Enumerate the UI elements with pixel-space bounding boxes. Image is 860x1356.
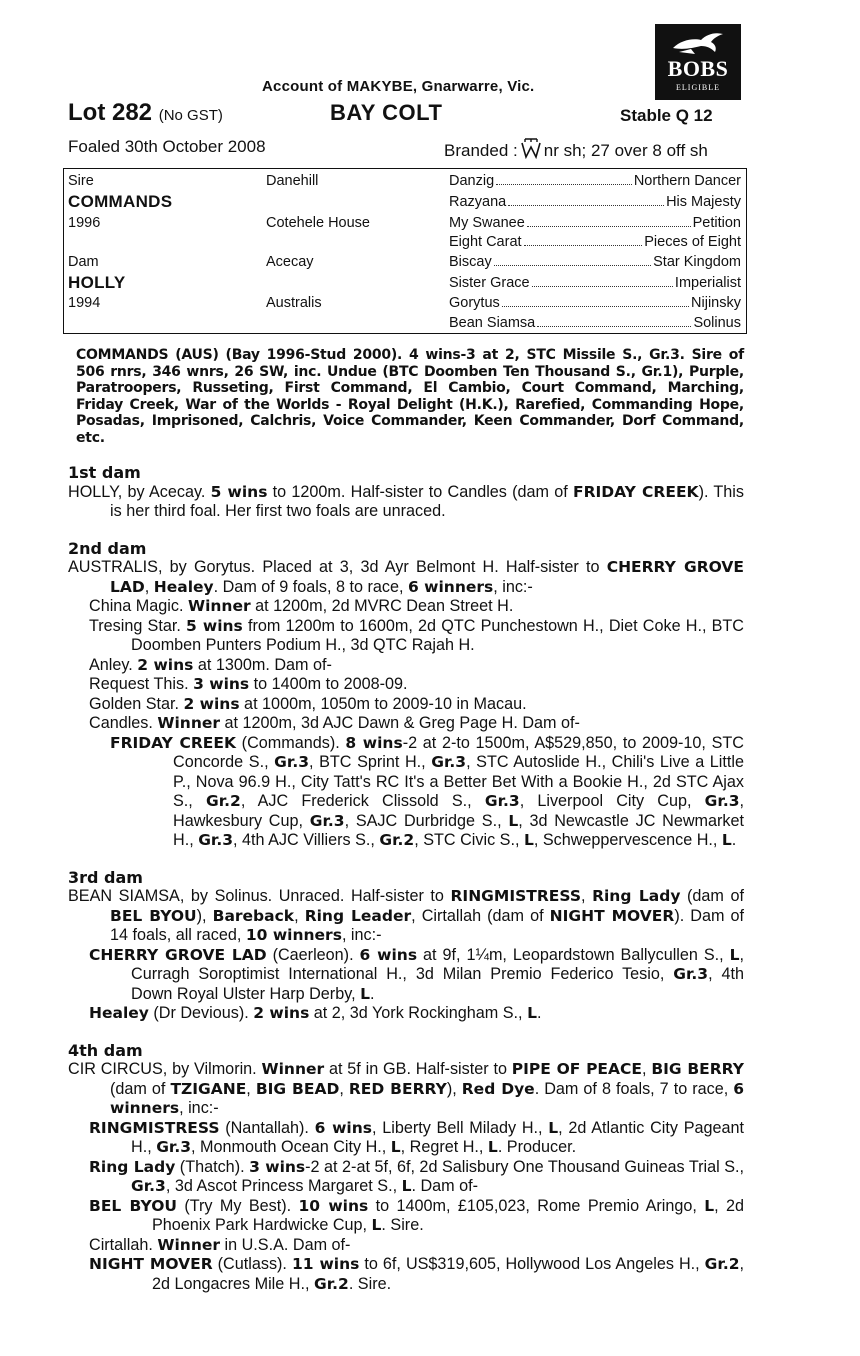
list-item: Candles. Winner at 1200m, 3d AJC Dawn & Greg Page H. Dam of- xyxy=(89,714,580,732)
brand-mark-icon xyxy=(520,137,542,159)
brand-details: nr sh; 27 over 8 off sh xyxy=(543,141,708,160)
gst-note: (No GST) xyxy=(158,107,223,124)
fourth-dam-heading: 4th dam xyxy=(68,1040,143,1060)
second-dam-text: AUSTRALIS, by Gorytus. Placed at 3, 3d Ayr Belmont H. Half-sister to CHERRY GROVE LAD, Healey. Dam of 9 foals, 8 to race, 6 winners, inc:- xyxy=(68,558,744,596)
third-dam-heading: 3rd dam xyxy=(68,867,143,887)
vendor-account: Account of MAKYBE, Gnarwarre, Vic. xyxy=(262,78,535,95)
first-dam-heading: 1st dam xyxy=(68,463,141,482)
sire-year: 1996 xyxy=(68,215,101,231)
list-item: Anley. 2 wins at 1300m. Dam of- xyxy=(89,655,332,674)
lot-label: Lot 282 xyxy=(68,99,153,126)
grandparent-row: Sister Grace Imperialist xyxy=(449,275,741,291)
sire-dam: Cotehele House xyxy=(266,215,370,231)
sire-name: COMMANDS xyxy=(68,192,173,211)
list-item: Ring Lady (Thatch). 3 wins-2 at 2-at 5f, 6f, 2d Salisbury One Thousand Guineas Trial S., Gr.3, 3d Ascot Princess Margaret S., L. Dam of- xyxy=(89,1157,744,1195)
brand-info xyxy=(444,137,708,161)
foaled-date: Foaled 30th October 2008 xyxy=(68,137,266,156)
grandparent-row: Bean Siamsa Solinus xyxy=(449,315,741,331)
grandparent-row: Biscay Star Kingdom xyxy=(449,254,741,270)
grandparent-row: My Swanee Petition xyxy=(449,215,741,231)
list-item: FRIDAY CREEK (Commands). 8 wins-2 at 2-to 1500m, A$529,850, to 2009-10, STC Concorde S., Gr.3, BTC Sprint H., Gr.3, STC Autoslide H., Chili's Live a Little P., Nova 96.9 H., City Tatt's RC It's a Better Bet With a Bookie H., 2d STC Ajax S., Gr.2, AJC Frederick Clissold S., Gr.3, Liverpool City Cup, Gr.3, Hawkesbury Cup, Gr.3, SAJC Durbridge S., L, 3d Newcastle JC Newmarket H., Gr.3, 4th AJC Villiers S., Gr.2, STC Civic S., L, Schweppervescence H., L. xyxy=(110,733,745,849)
grandparent-row: Eight Carat Pieces of Eight xyxy=(449,234,741,250)
dam-year: 1994 xyxy=(68,295,101,311)
stable-number: Stable Q 12 xyxy=(620,106,713,125)
dam-name: HOLLY xyxy=(68,273,126,292)
fourth-dam-text: CIR CIRCUS, by Vilmorin. Winner at 5f in GB. Half-sister to PIPE OF PEACE, BIG BERRY (dam of TZIGANE, BIG BEAD, RED BERRY), Red Dye. Dam of 8 foals, 7 to race, 6 winners, inc:- xyxy=(68,1060,745,1117)
pedigree-table xyxy=(63,168,747,334)
list-item: Healey (Dr Devious). 2 wins at 2, 3d York Rockingham S., L. xyxy=(89,1004,542,1022)
first-dam-text: HOLLY, by Acecay. 5 wins to 1200m. Half-sister to Candles (dam of FRIDAY CREEK). This is her third foal. Her first two foals are unraced. xyxy=(68,482,744,520)
sire-summary: COMMANDS (AUS) (Bay 1996-Stud 2000). 4 wins-3 at 2, STC Missile S., Gr.3. Sire of 506 rnrs, 346 wnrs, 26 SW, inc. Undue (BTC Doomben Ten Thousand S., Gr.1), Purple, Paratroopers, Russeting, First Command, El Cambio, Court Command, Marching, Friday Creek, War of the Worlds - Royal Delight (H.K.), Rarefied, Commanding Hope, Posadas, Imprisoned, Calchris, Voice Commander, Keen Commander, Dorf Command, etc. xyxy=(76,347,744,446)
horse-icon xyxy=(671,30,725,56)
list-item: Cirtallah. Winner in U.S.A. Dam of- xyxy=(89,1235,351,1254)
list-item: BEL BYOU (Try My Best). 10 wins to 1400m, £105,023, Rome Premio Aringo, L, 2d Phoenix Park Hardwicke Cup, L. Sire. xyxy=(89,1196,745,1234)
list-item: Tresing Star. 5 wins from 1200m to 1600m, 2d QTC Punchestown H., Diet Coke H., BTC Doomben Punters Podium H., 3d QTC Rajah H. xyxy=(89,616,744,654)
logo-subtext: ELIGIBLE xyxy=(676,83,720,92)
second-dam-heading: 2nd dam xyxy=(68,538,147,558)
list-item: Golden Star. 2 wins at 1000m, 1050m to 2009-10 in Macau. xyxy=(89,694,527,713)
list-item: Request This. 3 wins to 1400m to 2008-09. xyxy=(89,675,408,693)
dam-sire: Acecay xyxy=(266,254,314,270)
list-item: CHERRY GROVE LAD (Caerleon). 6 wins at 9f, 1¼m, Leopardstown Ballycullen S., L, Curragh Soroptimist International H., 3d Milan Premio Federico Tesio, Gr.3, 4th Down Royal Ulster Harp Derby, L. xyxy=(89,945,745,1003)
bobs-logo xyxy=(655,24,741,100)
brand-prefix: Branded : xyxy=(444,141,518,160)
grandparent-row: Razyana His Majesty xyxy=(449,194,741,210)
lot-number xyxy=(68,99,223,127)
list-item: NIGHT MOVER (Cutlass). 11 wins to 6f, US$319,605, Hollywood Los Angeles H., Gr.2, 2d Longacres Mile H., Gr.2. Sire. xyxy=(89,1255,744,1293)
sire-sire: Danehill xyxy=(266,173,319,189)
horse-description: BAY COLT xyxy=(330,100,443,125)
list-item: RINGMISTRESS (Nantallah). 6 wins, Liberty Bell Milady H., L, 2d Atlantic City Pageant H., Gr.3, Monmouth Ocean City H., L, Regret H., L. Producer. xyxy=(89,1118,744,1156)
third-dam-text: BEAN SIAMSA, by Solinus. Unraced. Half-sister to RINGMISTRESS, Ring Lady (dam of BEL BYOU), Bareback, Ring Leader, Cirtallah (dam of NIGHT MOVER). Dam of 14 foals, all raced, 10 winners, inc:- xyxy=(68,887,745,944)
dam-dam: Australis xyxy=(266,295,322,311)
grandparent-row: Gorytus Nijinsky xyxy=(449,295,741,311)
list-item: China Magic. Winner at 1200m, 2d MVRC Dean Street H. xyxy=(89,597,514,615)
catalogue-body xyxy=(68,463,744,1294)
dam-label: Dam xyxy=(68,254,99,270)
logo-text: BOBS xyxy=(667,56,729,81)
grandparent-row: Danzig Northern Dancer xyxy=(449,173,741,189)
sire-label: Sire xyxy=(68,173,94,189)
